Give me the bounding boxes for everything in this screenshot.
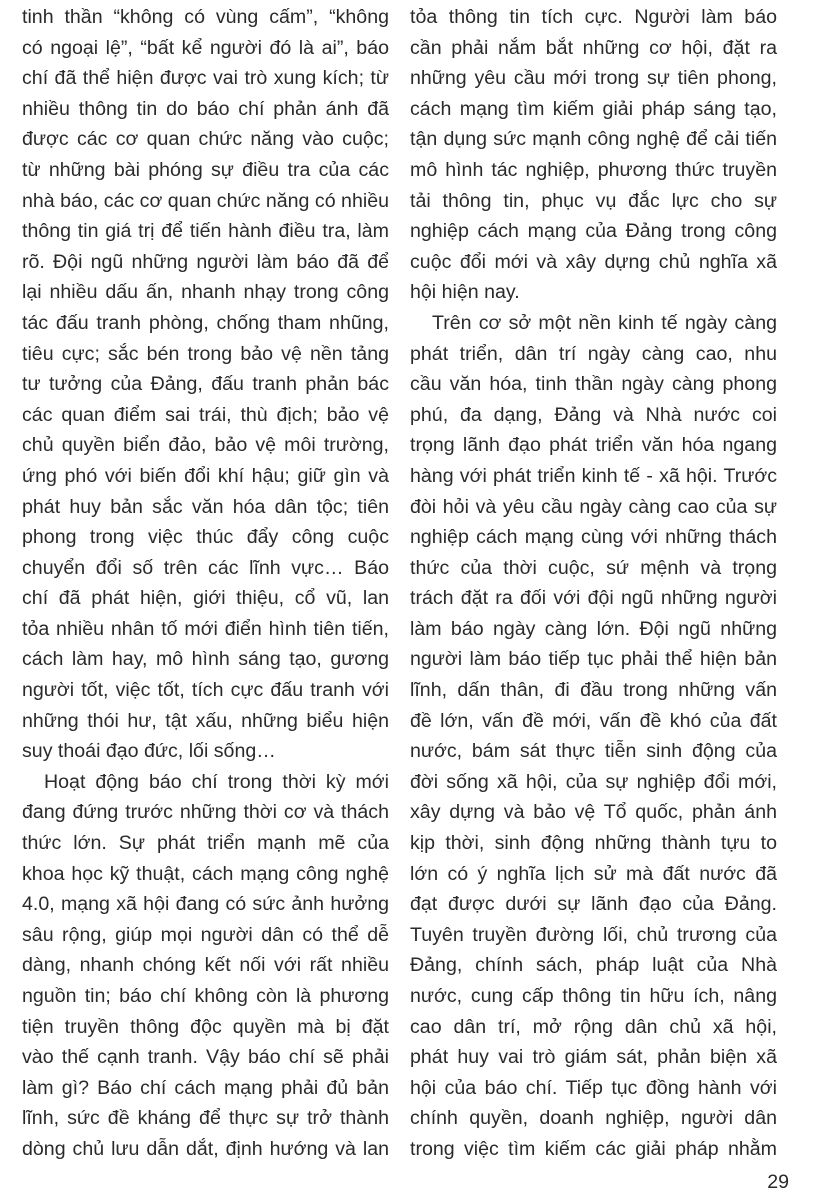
text-line: thông tin giá trị để tiến hành điều tra, làm	[22, 220, 389, 243]
text-line: tinh thần “không có vùng cấm”, “không	[22, 6, 389, 28]
text-line: đề lớn, vấn đề mới, vấn đề khó của đất	[410, 709, 777, 732]
text-line: những yêu cầu mới trong sự tiên phong,	[410, 67, 777, 90]
text-line: cao dân trí, mở rộng dân chủ xã hội,	[410, 1015, 777, 1038]
text-line: khoa học kỹ thuật, cách mạng công nghệ	[22, 862, 389, 885]
page-number: 29	[767, 1171, 789, 1193]
text-line: suy thoái đạo đức, lối sống…	[22, 740, 276, 763]
text-line: cần phải nắm bắt những cơ hội, đặt ra	[410, 36, 777, 59]
text-line: chí đã thể hiện được vai trò xung kích; từ	[22, 67, 389, 90]
text-line: lại nhiều dấu ấn, nhanh nhạy trong công	[22, 281, 389, 304]
text-line: trong việc tìm kiếm các giải pháp nhằm	[410, 1137, 777, 1160]
text-line: trọng lãnh đạo phát triển văn hóa ngang	[410, 434, 777, 457]
text-line: đời sống xã hội, của sự nghiệp đổi mới,	[410, 770, 777, 793]
text-line: người làm báo tiếp tục phải thể hiện bản	[410, 648, 777, 671]
text-line: nghiệp cách mạng của Đảng trong công	[410, 220, 777, 243]
text-line: phong trong việc thúc đẩy công cuộc	[22, 526, 389, 549]
right-text-column	[410, 2, 777, 1165]
text-line: hàng với phát triển kinh tế - xã hội. Trước	[410, 464, 777, 487]
text-line: lĩnh, dấn thân, đi đầu trong những vấn	[410, 679, 777, 702]
text-line: Đảng, chính sách, pháp luật của Nhà	[410, 954, 777, 977]
text-line: chủ quyền biển đảo, bảo vệ môi trường,	[22, 434, 389, 457]
text-line: xây dựng và bảo vệ Tổ quốc, phản ánh	[410, 801, 777, 824]
text-line: chí đã phát hiện, giới thiệu, cổ vũ, lan	[22, 587, 389, 610]
text-line: làm gì? Báo chí cách mạng phải đủ bản	[22, 1076, 389, 1099]
text-line: được các cơ quan chức năng vào cuộc;	[22, 128, 389, 151]
text-line: nghiệp cách mạng cùng với những thách	[410, 526, 777, 549]
text-line: có ngoại lệ”, “bất kể người đó là ai”, báo	[22, 36, 389, 59]
text-line: đạt được dưới sự lãnh đạo của Đảng.	[410, 893, 777, 916]
left-text-column	[22, 2, 389, 1165]
text-line: tư tưởng của Đảng, đấu tranh phản bác	[22, 373, 389, 396]
text-line: nhiều thông tin do báo chí phản ánh đã	[22, 97, 389, 120]
text-line: tỏa nhiều nhân tố mới điển hình tiên tiến,	[22, 617, 389, 640]
text-line: làm báo ngày càng lớn. Đội ngũ những	[410, 617, 777, 640]
text-line: ứng phó với biến đổi khí hậu; giữ gìn và	[22, 464, 389, 487]
text-line: tiêu cực; sắc bén trong bảo vệ nền tảng	[22, 342, 389, 365]
text-line: lĩnh, sức đề kháng để thực sự trở thành	[22, 1107, 389, 1130]
text-line: cách làm hay, mô hình sáng tạo, gương	[22, 648, 389, 671]
text-line: chuyển đổi số trên các lĩnh vực… Báo	[22, 556, 389, 579]
text-line: tác đấu tranh phòng, chống tham nhũng,	[22, 311, 389, 334]
text-line: nước, cung cấp thông tin hữu ích, nâng	[410, 985, 777, 1007]
text-line: nước, bám sát thực tiễn sinh động của	[410, 740, 777, 763]
text-line: sâu rộng, giúp mọi người dân có thể dễ	[22, 923, 389, 946]
text-line: Tuyên truyền đường lối, chủ trương của	[410, 923, 777, 946]
text-line: cầu văn hóa, tinh thần ngày càng phong	[410, 373, 777, 396]
text-line: những thói hư, tật xấu, những biểu hiện	[22, 709, 389, 732]
text-line: 4.0, mạng xã hội đang có sức ảnh hưởng	[22, 893, 389, 916]
text-line: kịp thời, sinh động những thành tựu to	[410, 832, 777, 855]
text-line: tiện truyền thông độc quyền mà bị đặt	[22, 1015, 389, 1038]
text-line: người tốt, việc tốt, tích cực đấu tranh với	[22, 679, 389, 702]
text-line: hội của báo chí. Tiếp tục đồng hành với	[410, 1076, 777, 1099]
text-line: chính quyền, doanh nghiệp, người dân	[410, 1107, 777, 1130]
text-line: tải thông tin, phục vụ đắc lực cho sự	[410, 189, 777, 212]
text-line: thức lớn. Sự phát triển mạnh mẽ của	[22, 832, 389, 855]
text-line: hội hiện nay.	[410, 281, 520, 304]
text-line: cách mạng tìm kiếm giải pháp sáng tạo,	[410, 97, 777, 120]
text-line: phát huy vai trò giám sát, phản biện xã	[410, 1046, 777, 1069]
text-line: phát triển, dân trí ngày càng cao, nhu	[410, 342, 777, 365]
text-line: vào thế cạnh tranh. Vậy báo chí sẽ phải	[22, 1046, 389, 1069]
text-line: nguồn tin; báo chí không còn là phương	[22, 985, 389, 1007]
text-line: mô hình tác nghiệp, phương thức truyền	[410, 158, 777, 181]
paragraph-first-line: Trên cơ sở một nền kinh tế ngày càng	[432, 311, 777, 334]
text-line: từ những bài phóng sự điều tra của các	[22, 158, 389, 181]
text-line: dòng chủ lưu dẫn dắt, định hướng và lan	[22, 1137, 389, 1160]
text-line: rõ. Đội ngũ những người làm báo đã để	[22, 250, 389, 273]
text-line: tỏa thông tin tích cực. Người làm báo	[410, 6, 777, 28]
text-line: đang đứng trước những thời cơ và thách	[22, 801, 389, 824]
text-line: thức của thời cuộc, sứ mệnh và trọng	[410, 556, 777, 579]
text-line: đòi hỏi và yêu cầu ngày càng cao của sự	[410, 495, 777, 518]
paragraph-first-line: Hoạt động báo chí trong thời kỳ mới	[44, 770, 389, 793]
text-line: phát huy bản sắc văn hóa dân tộc; tiên	[22, 495, 389, 518]
text-line: tận dụng sức mạnh công nghệ để cải tiến	[410, 128, 777, 151]
text-line: dàng, nhanh chóng kết nối với rất nhiều	[22, 954, 389, 977]
text-line: nhà báo, các cơ quan chức năng có nhiều	[22, 189, 389, 212]
text-line: trách đặt ra đối với đội ngũ những người	[410, 587, 777, 610]
text-line: các quan điểm sai trái, thù địch; bảo vệ	[22, 403, 389, 426]
text-line: cuộc đổi mới và xây dựng chủ nghĩa xã	[410, 250, 777, 273]
text-line: phú, đa dạng, Đảng và Nhà nước coi	[410, 403, 777, 426]
text-line: lớn có ý nghĩa lịch sử mà đất nước đã	[410, 862, 777, 885]
